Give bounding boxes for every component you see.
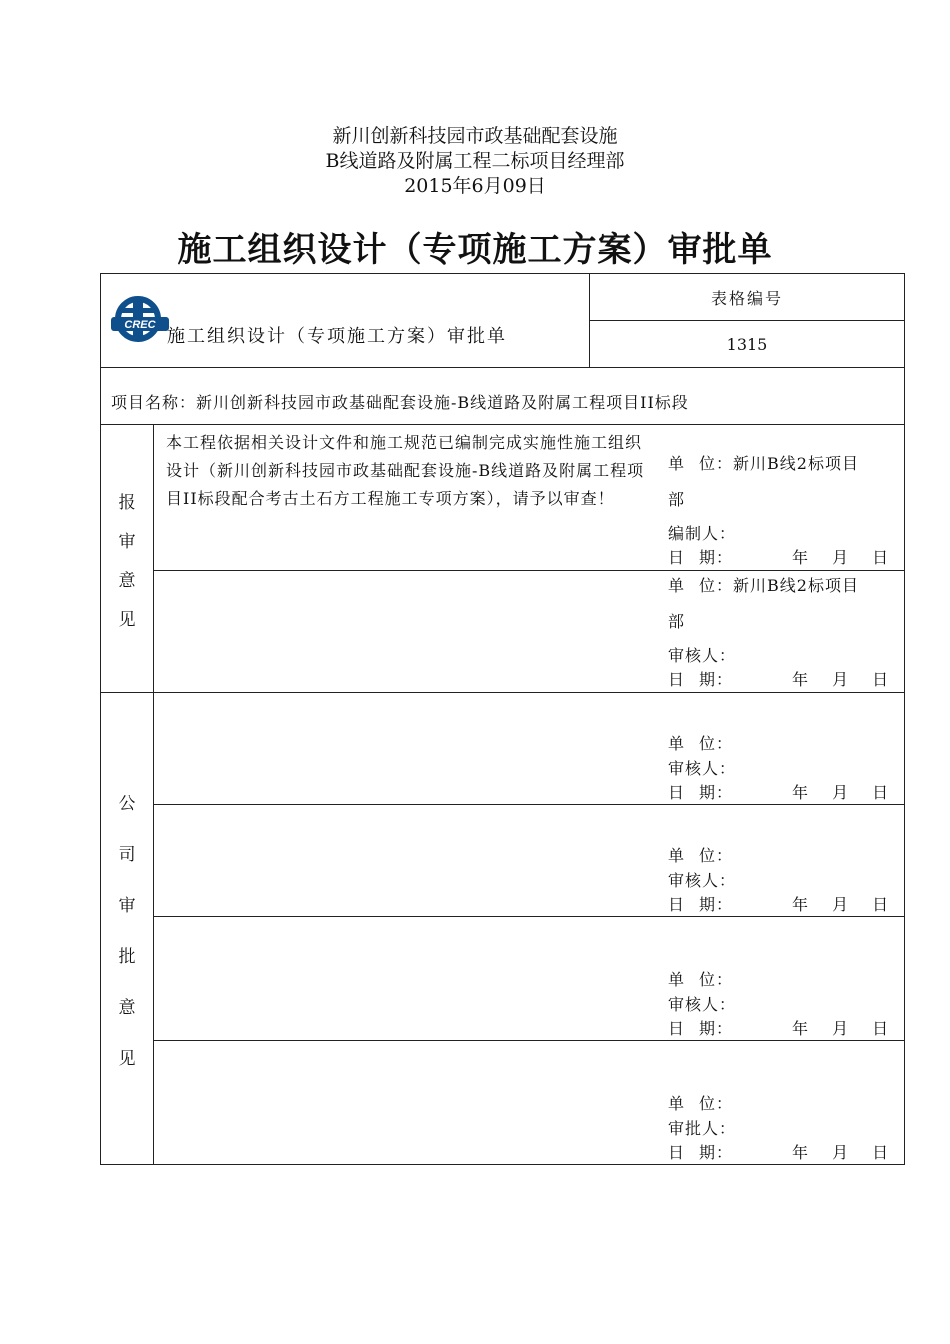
approval-form-table (100, 273, 905, 1165)
label-char: 报 (118, 492, 136, 513)
report-section-1 (154, 425, 905, 571)
report-sign-block-2 (668, 573, 904, 690)
reviewer-line: 审核人： (668, 759, 737, 778)
unit-line: 单 位：新川B线2标项目 (668, 454, 859, 473)
label-char: 审 (118, 531, 136, 552)
report-sign-block-1 (668, 451, 904, 568)
label-char: 见 (118, 609, 136, 630)
reviewer-line: 审核人： (668, 995, 737, 1014)
unit-line: 单 位： (668, 846, 734, 865)
date-line: 日 期： 年 月 日 (668, 783, 890, 802)
unit-line: 单 位： (668, 734, 734, 753)
header-line-1: 新川创新科技园市政基础配套设施 (332, 125, 618, 147)
date-line: 日 期： 年 月 日 (668, 1143, 890, 1162)
company-opinion-label (101, 693, 154, 1165)
label-char: 公 (118, 793, 136, 814)
company-sign-block-4 (668, 1091, 904, 1163)
company-sign-block-1 (668, 731, 904, 803)
unit-line-cont: 部 (668, 612, 686, 631)
company-sign-block-2 (668, 843, 904, 915)
unit-line: 单 位：新川B线2标项目 (668, 576, 859, 595)
date-line: 日 期： 年 月 日 (668, 1019, 890, 1038)
form-header-cell (101, 274, 590, 368)
form-code-value: 1315 (590, 321, 905, 368)
unit-line-cont: 部 (668, 490, 686, 509)
unit-line: 单 位： (668, 970, 734, 989)
form-name: 施工组织设计（专项施工方案）审批单 (167, 326, 507, 347)
report-section-2 (154, 571, 905, 693)
company-section-4 (154, 1041, 905, 1165)
report-body-text: 本工程依据相关设计文件和施工规范已编制完成实施性施工组织设计（新川创新科技园市政基础配套设施-B线道路及附属工程项目II标段配合考古土石方工程施工专项方案），请予以审查！ (166, 433, 645, 508)
date-line: 日 期： 年 月 日 (668, 670, 890, 689)
company-sign-block-3 (668, 967, 904, 1039)
header-date: 2015年6月09日 (404, 175, 546, 197)
company-section-2 (154, 805, 905, 917)
label-char: 意 (118, 570, 136, 591)
form-code-label: 表格编号 (590, 274, 905, 321)
logo-lettering: CREC (124, 319, 156, 331)
document-title: 施工组织设计（专项施工方案）审批单 (177, 230, 773, 270)
date-line: 日 期： 年 月 日 (668, 548, 890, 567)
preparer-line: 编制人： (668, 524, 737, 543)
project-name: 项目名称：新川创新科技园市政基础配套设施-B线道路及附属工程项目II标段 (101, 368, 905, 425)
report-opinion-label (101, 425, 154, 693)
label-char: 批 (118, 946, 136, 967)
reviewer-line: 审核人： (668, 646, 737, 665)
label-char: 司 (118, 844, 136, 865)
unit-line: 单 位： (668, 1094, 734, 1113)
crec-logo-icon (109, 296, 171, 342)
label-char: 审 (118, 895, 136, 916)
date-line: 日 期： 年 月 日 (668, 895, 890, 914)
label-char: 意 (118, 997, 136, 1018)
reviewer-line: 审核人： (668, 871, 737, 890)
company-section-3 (154, 917, 905, 1041)
header-line-2: B线道路及附属工程二标项目经理部 (325, 150, 625, 172)
label-char: 见 (118, 1048, 136, 1069)
approver-line: 审批人： (668, 1119, 737, 1138)
company-section-1 (154, 693, 905, 805)
